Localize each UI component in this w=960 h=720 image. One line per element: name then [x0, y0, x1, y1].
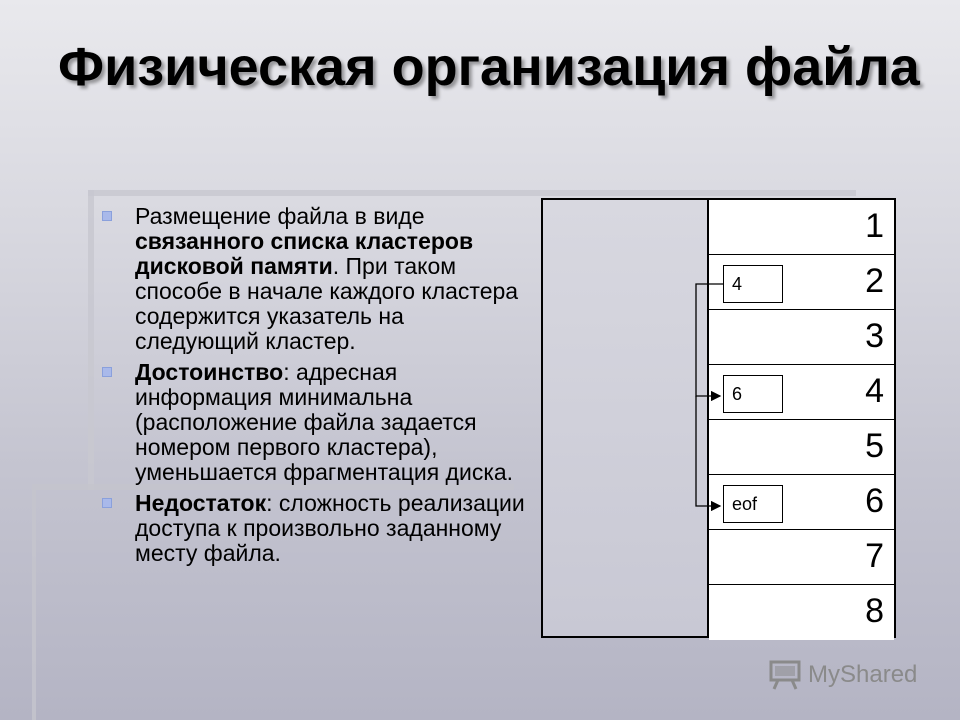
pointer-box: 4 [723, 265, 783, 303]
cluster-number: 4 [865, 372, 884, 410]
bullet-text: : сложность реализации доступа к произвольно заданному месту файла. [135, 490, 525, 566]
cluster-cell [709, 200, 894, 255]
bullet-text: : адресная информация минимальна (расположение файла задается номером первого кластера), уменьшается фрагментация диска. [135, 359, 514, 485]
bullet-item [100, 491, 530, 566]
pointer-arrows [690, 280, 730, 520]
projector-screen-icon [768, 658, 802, 692]
decor-line-top [88, 190, 856, 196]
bullet-item [100, 360, 530, 485]
bullet-bold-text: связанного списка кластеров дисковой памяти [135, 228, 474, 279]
cluster-cell [709, 365, 894, 420]
pointer-box: eof [723, 485, 783, 523]
decor-line-left [32, 484, 36, 720]
cluster-cell [709, 475, 894, 530]
bullet-bold-text: Достоинство [135, 359, 284, 385]
bullet-text: Размещение файла в виде [135, 203, 425, 229]
disk-left-area [543, 200, 709, 636]
cluster-number: 5 [865, 427, 884, 465]
cluster-cell [709, 530, 894, 585]
cluster-number: 2 [865, 262, 884, 300]
cluster-cell [709, 420, 894, 475]
watermark [768, 658, 917, 692]
cluster-number: 1 [865, 207, 884, 245]
arrow-4-to-6 [696, 396, 720, 506]
cluster-number: 7 [865, 537, 884, 575]
bullet-text: . При таком способе в начале каждого кластера содержится указатель на следующий кластер. [135, 253, 519, 354]
bullet-item [100, 204, 530, 354]
cluster-cell [709, 585, 894, 640]
square-bullet-icon [102, 367, 112, 377]
bullet-list [100, 204, 530, 572]
arrow-2-to-4 [696, 284, 723, 396]
pointer-box: 6 [723, 375, 783, 413]
square-bullet-icon [102, 211, 112, 221]
cluster-number: 8 [865, 592, 884, 630]
cluster-number: 3 [865, 317, 884, 355]
cluster-cell [709, 255, 894, 310]
cluster-number: 6 [865, 482, 884, 520]
cluster-list [709, 200, 894, 636]
decor-line-vertical [88, 190, 94, 490]
bullet-bold-text: Недостаток [135, 490, 267, 516]
square-bullet-icon [102, 498, 112, 508]
watermark-text: MyShared [808, 661, 918, 688]
slide-title: Физическая организация файла [58, 37, 920, 97]
cluster-cell [709, 310, 894, 365]
